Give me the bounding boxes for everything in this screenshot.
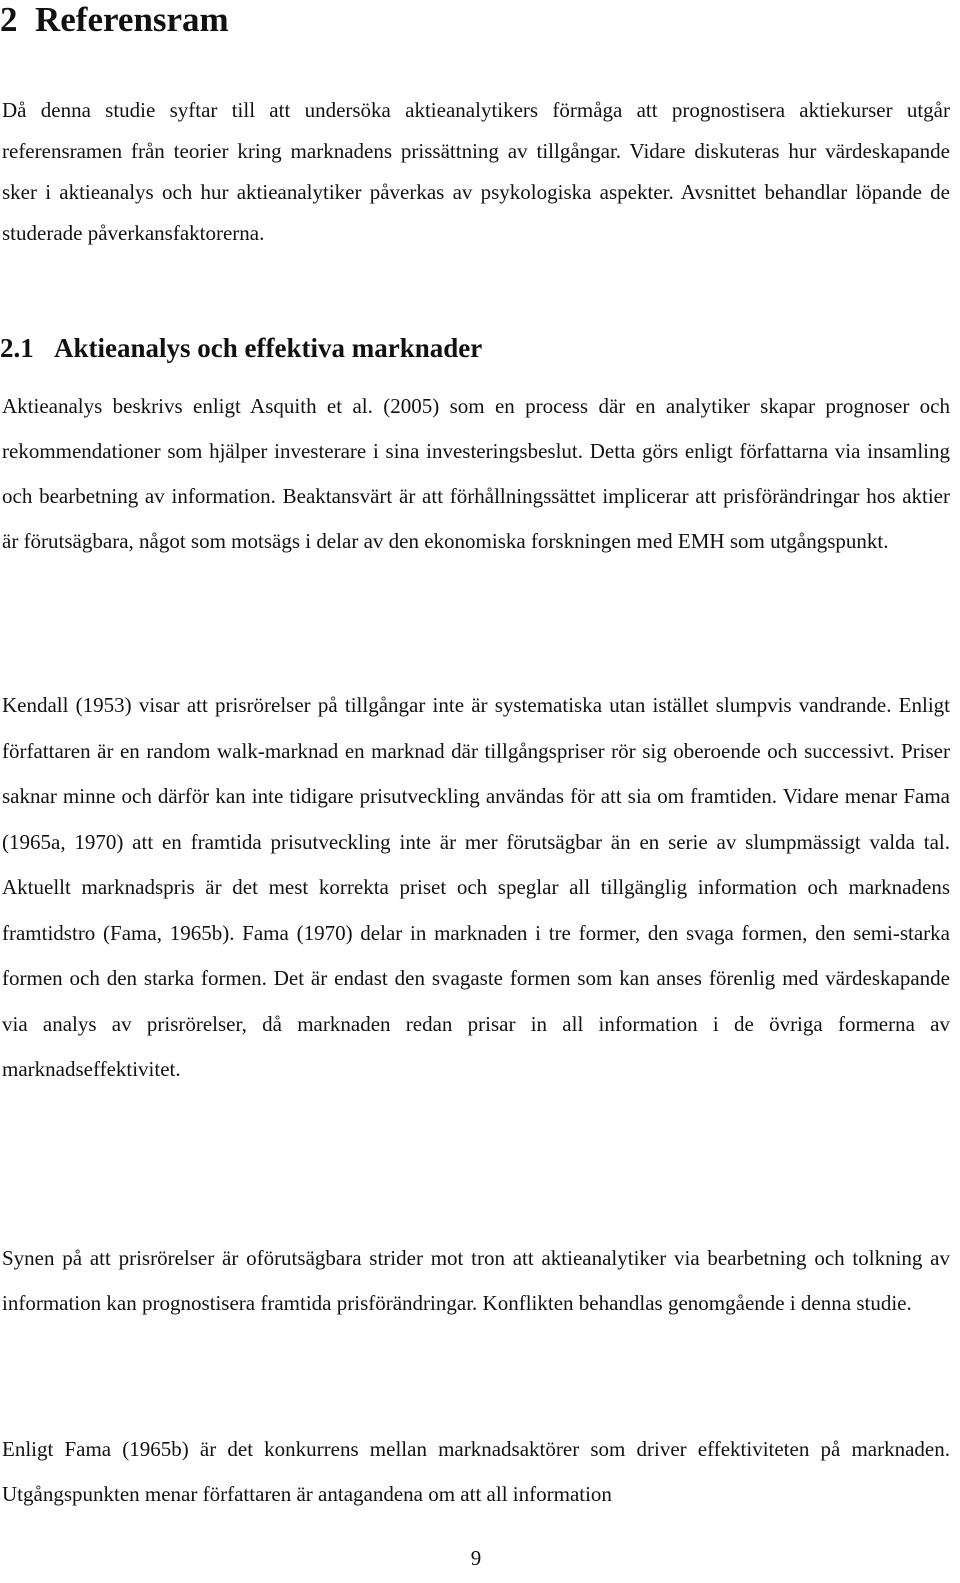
page-number: 9 [470, 1546, 482, 1570]
section-number: 2.1 [0, 333, 34, 363]
body-paragraph-4: Enligt Fama (1965b) är det konkurrens mellan marknadsaktörer som driver effektiviteten på marknaden. Utgångspunkten menar författaren är antagandena om att all information [2, 1437, 950, 1506]
chapter-heading [0, 0, 229, 40]
chapter-title: Referensram [35, 0, 229, 39]
body-paragraph-3: Synen på att prisrörelser är oförutsägbara strider mot tron att aktieanalytiker via bearbetning och tolkning av information kan prognostisera framtida prisförändringar. Konflikten behandlas genomgående i denna studie. [2, 1246, 950, 1315]
chapter-number: 2 [0, 0, 18, 39]
body-paragraph-1: Aktieanalys beskrivs enligt Asquith et al. (2005) som en process där en analytiker skapar prognoser och rekommendationer som hjälper investerare i sina investeringsbeslut. Detta görs enligt författarna via insamling och bearbetning av information. Beaktansvärt är att förhållningssättet implicerar att prisförändringar hos aktier är förutsägbara, något som motsägs i delar av den ekonomiska forskningen med EMH som utgångspunkt. [2, 394, 950, 553]
intro-paragraph: Då denna studie syftar till att undersöka aktieanalytikers förmåga att prognostisera aktiekurser utgår referensramen från teorier kring marknadens prissättning av tillgångar. Vidare diskuteras hur värdeskapande sker i aktieanalys och hur aktieanalytiker påverkas av psykologiska aspekter. Avsnittet behandlar löpande de studerade påverkansfaktorerna. [2, 98, 950, 245]
section-title: Aktieanalys och effektiva marknader [54, 333, 483, 363]
body-paragraph-2: Kendall (1953) visar att prisrörelser på tillgångar inte är systematiska utan istället slumpvis vandrande. Enligt författaren är en random walk-marknad en marknad där tillgångspriser rör sig oberoende och successivt. Priser saknar minne och därför kan inte tidigare prisutveckling användas för att sia om framtiden. Vidare menar Fama (1965a, 1970) att en framtida prisutveckling inte är mer förutsägbar än en serie av slumpmässigt valda tal. Aktuellt marknadspris är det mest korrekta priset och speglar all tillgänglig information och marknadens framtidstro (Fama, 1965b). Fama (1970) delar in marknaden i tre former, den svaga formen, den semi-starka formen och den starka formen. Det är endast den svagaste formen som kan anses förenlig med värdeskapande via analys av prisrörelser, då marknaden redan prisar in all information i de övriga formerna av marknadseffektivitet. [2, 693, 950, 1081]
section-heading [0, 330, 482, 366]
